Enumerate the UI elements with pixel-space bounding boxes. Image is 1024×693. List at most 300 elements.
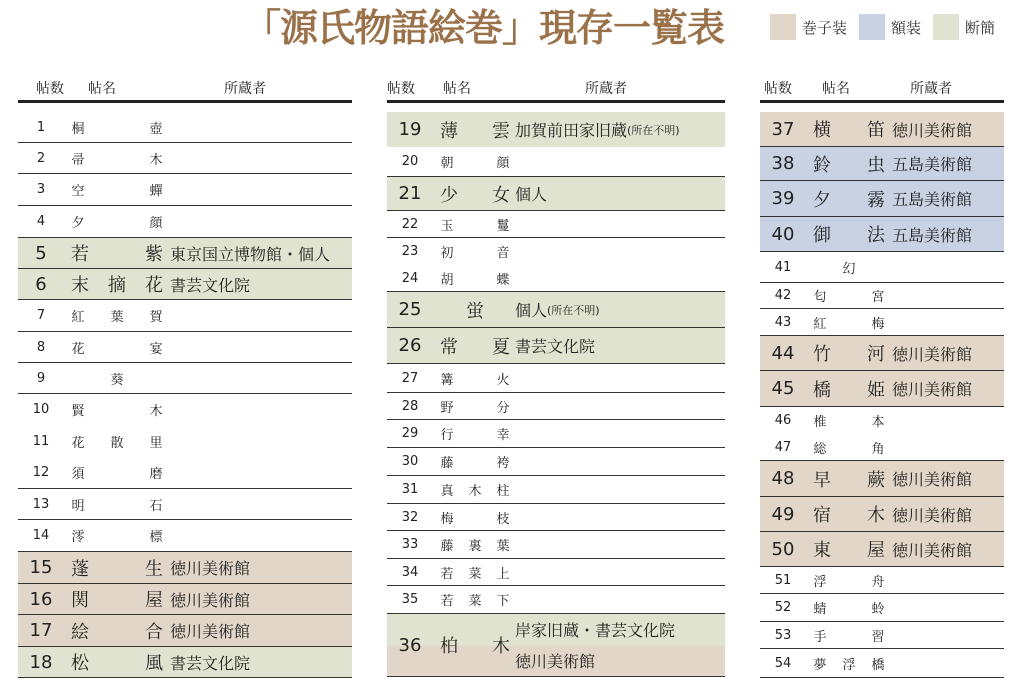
chapter-name <box>70 206 164 237</box>
chapter-name-char: 澪 <box>71 530 85 545</box>
owner <box>892 112 972 146</box>
chapter-name-char: 女 <box>492 184 510 206</box>
chapter-name <box>439 614 511 676</box>
table-row <box>18 584 352 615</box>
chapter-number: 30 <box>401 454 419 469</box>
chapter-name <box>70 363 164 393</box>
chapter-name <box>812 567 886 593</box>
header-rule <box>387 100 725 103</box>
owner-name: 五島美術館 <box>892 155 973 174</box>
chapter-name-char: 蓬 <box>71 558 89 580</box>
header-name: 帖名 <box>88 81 116 97</box>
table-row <box>760 217 1004 252</box>
chapter-number: 44 <box>771 342 795 364</box>
chapter-number: 14 <box>32 528 50 543</box>
chapter-name <box>70 552 164 583</box>
chapter-name <box>70 457 164 488</box>
chapter-name-char: 横 <box>813 120 831 141</box>
owner-name: 徳川美術館 <box>892 380 973 399</box>
table-row <box>760 181 1004 217</box>
chapter-name-char: 夕 <box>71 216 85 231</box>
chapter-name-char: 顔 <box>496 156 510 171</box>
chapter-number: 19 <box>398 119 422 140</box>
chapter-name <box>812 461 886 496</box>
legend-swatch-fragment <box>933 14 959 40</box>
chapter-name-char: 木 <box>149 152 163 168</box>
chapter-number: 1 <box>36 120 46 135</box>
chapter-number: 12 <box>32 465 50 480</box>
chapter-number: 52 <box>774 600 792 615</box>
chapter-name <box>439 448 511 475</box>
owner-name: 個人 <box>515 185 548 204</box>
owner: 岸家旧蔵・書芸文化院 <box>515 621 676 641</box>
chapter-name-char: 石 <box>149 498 163 514</box>
chapter-name-char: 分 <box>496 400 510 416</box>
chapter-name-char: 真 <box>440 484 454 499</box>
chapter-name-char: 雲 <box>492 120 510 142</box>
table-row <box>387 504 725 531</box>
table-row <box>760 434 1004 461</box>
chapter-number: 51 <box>774 572 792 588</box>
legend-swatch-scroll <box>770 14 796 40</box>
owner <box>170 647 250 677</box>
table-row <box>18 143 352 174</box>
chapter-name-char: 竹 <box>813 344 831 365</box>
chapter-name <box>70 113 164 142</box>
table-row <box>760 622 1004 649</box>
chapter-name <box>812 181 886 216</box>
chapter-number: 16 <box>29 588 53 610</box>
owner-name: 徳川美術館 <box>170 590 251 610</box>
chapter-name-char: 東 <box>813 540 831 561</box>
chapter-name-char: 花 <box>71 341 85 357</box>
chapter-number: 36 <box>398 634 422 656</box>
chapter-number: 10 <box>32 402 50 417</box>
chapter-name-char: 浮 <box>842 657 856 673</box>
owner-secondary: 徳川美術館 <box>515 652 596 672</box>
table-row <box>760 309 1004 336</box>
chapter-name-char: 柱 <box>496 484 510 499</box>
chapter-name-char: 蝶 <box>496 272 510 288</box>
chapter-name-char: 摘 <box>108 275 126 296</box>
chapter-name-char: 鬘 <box>496 218 510 234</box>
table-row <box>18 425 352 457</box>
header-num: 帖数 <box>764 81 792 97</box>
chapter-name-char: 桐 <box>71 122 85 137</box>
table-row <box>760 283 1004 309</box>
chapter-name <box>439 328 511 363</box>
chapter-name-char: 舟 <box>871 574 885 590</box>
chapter-name-char: 賀 <box>149 310 163 325</box>
chapter-number: 5 <box>35 242 47 264</box>
chapter-name-char: 朝 <box>440 156 454 171</box>
chapter-number: 3 <box>36 182 46 197</box>
chapter-number: 7 <box>36 308 46 323</box>
chapter-name <box>439 177 511 210</box>
chapter-number: 11 <box>32 433 50 449</box>
chapter-name <box>439 238 511 265</box>
chapter-name-char: 紅 <box>71 310 85 325</box>
chapter-number: 6 <box>35 273 47 295</box>
chapter-name-char: 花 <box>145 275 163 296</box>
legend-label: 断簡 <box>965 18 996 37</box>
chapter-name-char: 生 <box>145 558 163 580</box>
chapter-name-char: 玉 <box>440 218 454 234</box>
owner-name: 書芸文化院 <box>170 653 251 673</box>
chapter-name <box>70 394 164 425</box>
table-row <box>760 407 1004 434</box>
chapter-name-char: 下 <box>496 594 510 609</box>
chapter-name-char: 椎 <box>813 415 827 430</box>
chapter-number: 38 <box>771 153 795 174</box>
chapter-name-char: 姫 <box>867 379 885 401</box>
chapter-name-char: 絵 <box>71 621 89 643</box>
chapter-name-char: 鈴 <box>813 154 831 176</box>
chapter-name-char: 夏 <box>492 336 510 358</box>
chapter-name-char: 本 <box>871 415 885 430</box>
chapter-name <box>439 292 511 327</box>
table-row <box>18 363 352 394</box>
chapter-number: 47 <box>774 439 792 455</box>
table-row <box>387 211 725 238</box>
table-row <box>387 292 725 328</box>
owner <box>170 269 250 299</box>
chapter-number: 8 <box>36 339 46 355</box>
table-row <box>760 336 1004 371</box>
chapter-name-char: 法 <box>867 225 885 246</box>
chapter-name <box>70 238 164 268</box>
chapter-number: 26 <box>398 335 422 356</box>
chapter-name <box>70 584 164 614</box>
owner <box>170 552 250 583</box>
chapter-name-char: 橋 <box>871 657 885 673</box>
table-row <box>18 174 352 206</box>
chapter-number: 23 <box>401 244 419 259</box>
chapter-name <box>439 211 511 237</box>
chapter-name-char: 習 <box>871 629 885 645</box>
table-row <box>387 559 725 586</box>
chapter-name-char: 角 <box>871 441 885 457</box>
chapter-name-char: 蛍 <box>466 300 484 322</box>
chapter-name-char: 木 <box>867 505 885 526</box>
table-row <box>760 461 1004 497</box>
chapter-number: 49 <box>771 503 795 525</box>
chapter-name-char: 風 <box>145 653 163 674</box>
chapter-name-char: 末 <box>71 275 89 296</box>
owner-note: (所在不明) <box>547 303 600 317</box>
table-row <box>387 531 725 559</box>
chapter-name-char: 幸 <box>496 428 510 443</box>
chapter-name-char: 薄 <box>440 120 458 142</box>
table-row <box>387 177 725 211</box>
chapter-name-char: 蜻 <box>813 602 827 617</box>
chapter-name <box>439 393 511 419</box>
chapter-number: 9 <box>36 370 46 386</box>
chapter-name-char: 手 <box>813 629 827 645</box>
chapter-name-char: 夕 <box>813 189 831 211</box>
chapter-name <box>439 112 511 147</box>
chapter-name <box>439 420 511 447</box>
table-row <box>18 206 352 238</box>
owner <box>892 461 972 496</box>
owner <box>892 181 972 216</box>
chapter-name-char: 袴 <box>496 456 510 471</box>
owner-name: 書芸文化院 <box>515 337 596 356</box>
chapter-number: 15 <box>29 557 53 578</box>
chapter-name <box>812 407 886 434</box>
owner-name: 東京国立博物館・個人 <box>170 244 331 264</box>
legend-label: 巻子装 <box>802 18 848 37</box>
chapter-number: 45 <box>771 378 795 399</box>
chapter-name-char: 若 <box>440 566 454 582</box>
chapter-number: 28 <box>401 398 419 414</box>
chapter-name <box>812 283 886 308</box>
owner-name: 徳川美術館 <box>892 505 973 525</box>
chapter-number: 27 <box>401 370 419 386</box>
table-row <box>387 614 725 677</box>
table-row <box>387 112 725 147</box>
chapter-name <box>70 647 164 677</box>
owner <box>892 147 972 180</box>
chapter-name-char: 菜 <box>468 594 482 609</box>
table-row <box>387 393 725 420</box>
table-row <box>760 594 1004 622</box>
chapter-name <box>70 425 164 457</box>
chapter-name <box>70 520 164 551</box>
legend-item-framed <box>859 14 921 40</box>
chapter-name-char: 少 <box>440 184 458 206</box>
header-name: 帖名 <box>822 81 850 97</box>
chapter-name-char: 宴 <box>149 341 163 357</box>
chapter-number: 35 <box>401 592 419 607</box>
table-row <box>18 332 352 363</box>
table-row <box>387 448 725 476</box>
chapter-name-char: 行 <box>440 428 454 443</box>
chapter-name-char: 若 <box>71 244 89 265</box>
chapter-name-char: 散 <box>110 435 124 451</box>
chapter-name-char: 河 <box>867 344 885 365</box>
chapter-name-char: 浮 <box>813 574 827 590</box>
chapter-name-char: 上 <box>496 566 510 582</box>
owner-name: 徳川美術館 <box>170 622 251 641</box>
header-name: 帖名 <box>443 81 471 97</box>
chapter-name-char: 篝 <box>440 372 454 388</box>
header-owner: 所蔵者 <box>224 81 266 97</box>
table-row <box>760 147 1004 181</box>
chapter-name <box>812 112 886 146</box>
chapter-number: 33 <box>401 537 419 552</box>
chapter-name-char: 顔 <box>149 216 163 231</box>
legend-swatch-framed <box>859 14 885 40</box>
chapter-name-char: 柏 <box>440 636 458 657</box>
legend-item-scroll <box>770 14 847 40</box>
chapter-number: 37 <box>771 118 795 140</box>
owner <box>892 371 972 406</box>
table-row <box>18 269 352 300</box>
chapter-name-char: 虫 <box>867 154 885 176</box>
owner <box>892 336 972 370</box>
chapter-name-char: 関 <box>71 590 89 611</box>
table-row <box>760 567 1004 594</box>
header-owner: 所蔵者 <box>910 81 952 97</box>
owner-name: 徳川美術館 <box>170 559 251 578</box>
chapter-name-char: 里 <box>149 435 163 451</box>
table-row <box>387 238 725 265</box>
chapter-name-char: 宮 <box>871 290 885 305</box>
table-row <box>760 112 1004 147</box>
chapter-name <box>439 531 511 558</box>
chapter-name-char: 梅 <box>871 316 885 332</box>
chapter-name <box>812 649 886 677</box>
table-row <box>18 552 352 584</box>
chapter-name <box>439 586 511 613</box>
chapter-name <box>812 217 886 251</box>
owner-name: 徳川美術館 <box>892 344 973 364</box>
chapter-number: 31 <box>401 482 419 497</box>
chapter-name <box>439 147 511 176</box>
chapter-name-char: 野 <box>440 400 454 416</box>
chapter-name-char: 紫 <box>145 244 163 265</box>
chapter-number: 50 <box>771 538 795 560</box>
chapter-name-char: 火 <box>496 372 510 388</box>
owner-name: 書芸文化院 <box>170 275 251 295</box>
table-row <box>18 238 352 269</box>
chapter-name <box>812 147 886 180</box>
chapter-name-char: 常 <box>440 336 458 358</box>
table-row <box>387 476 725 504</box>
chapter-name-char: 若 <box>440 594 454 609</box>
chapter-number: 22 <box>401 216 419 232</box>
owner <box>515 177 547 210</box>
chapter-name <box>812 622 886 648</box>
legend-label: 額装 <box>891 18 922 37</box>
table-row <box>760 497 1004 532</box>
chapter-number: 18 <box>29 651 53 673</box>
table-row <box>387 265 725 292</box>
chapter-name-char: 明 <box>71 498 85 514</box>
owner-name: 徳川美術館 <box>892 120 973 140</box>
table-row <box>760 649 1004 678</box>
chapter-number: 24 <box>401 270 419 286</box>
chapter-name <box>70 300 164 331</box>
chapter-name <box>812 497 886 531</box>
chapter-name <box>812 309 886 335</box>
chapter-name-char: 松 <box>71 653 89 674</box>
owner-name: 五島美術館 <box>892 190 973 209</box>
owner-name: 五島美術館 <box>892 225 973 245</box>
chapter-name-char: 木 <box>149 404 163 419</box>
owner-note: (所在不明) <box>627 123 680 137</box>
chapter-name-char: 木 <box>492 636 510 657</box>
chapter-name <box>812 434 886 460</box>
chapter-name-char: 蛉 <box>871 602 885 617</box>
chapter-name-char: 葉 <box>496 539 510 554</box>
chapter-name-char: 橋 <box>813 379 831 401</box>
chapter-name-char: 屋 <box>145 590 163 611</box>
table-row <box>387 420 725 448</box>
chapter-name-char: 早 <box>813 469 831 491</box>
chapter-number: 43 <box>774 314 792 330</box>
owner <box>892 532 972 566</box>
chapter-name-char: 宿 <box>813 505 831 526</box>
chapter-name-char: 帚 <box>71 152 85 168</box>
table-row <box>18 394 352 425</box>
chapter-name-char: 枝 <box>496 511 510 527</box>
header-owner: 所蔵者 <box>585 81 627 97</box>
chapter-name-char: 壺 <box>149 122 163 137</box>
owner <box>892 217 972 251</box>
table-row <box>18 489 352 520</box>
chapter-name <box>70 269 164 299</box>
chapter-name <box>70 615 164 646</box>
owner-name: 加賀前田家旧蔵 <box>515 121 628 140</box>
table-row <box>387 364 725 393</box>
chapter-name-char: 霧 <box>867 189 885 211</box>
chapter-number: 2 <box>36 150 46 166</box>
chapter-name <box>439 476 511 503</box>
owner <box>515 328 595 363</box>
chapter-number: 48 <box>771 468 795 489</box>
chapter-name <box>812 594 886 621</box>
chapter-number: 40 <box>771 223 795 245</box>
chapter-number: 13 <box>32 496 50 512</box>
chapter-name-char: 標 <box>149 530 163 545</box>
chapter-name <box>439 504 511 530</box>
chapter-name-char: 裏 <box>468 539 482 554</box>
owner <box>170 584 250 614</box>
owner <box>515 292 600 327</box>
chapter-number: 39 <box>771 188 795 209</box>
chapter-name-char: 菜 <box>468 566 482 582</box>
header-rule <box>18 100 352 103</box>
chapter-name-char: 蕨 <box>867 469 885 491</box>
chapter-name-char: 紅 <box>813 316 827 332</box>
owner <box>170 615 250 646</box>
page-title: 「源氏物語絵巻」現存一覧表 <box>243 5 725 50</box>
chapter-name-char: 幻 <box>842 261 856 277</box>
chapter-name-char: 花 <box>71 435 85 451</box>
table-row <box>760 252 1004 283</box>
chapter-name-char: 須 <box>71 467 85 482</box>
header-num: 帖数 <box>36 81 64 97</box>
table-row <box>18 615 352 647</box>
legend-item-fragment <box>933 14 995 40</box>
chapter-name-char: 磨 <box>149 467 163 482</box>
owner <box>892 497 972 531</box>
chapter-name <box>812 371 886 406</box>
chapter-number: 21 <box>398 183 422 204</box>
table-row <box>18 647 352 678</box>
chapter-number: 54 <box>774 655 792 671</box>
table-row <box>18 300 352 332</box>
chapter-name-char: 初 <box>440 246 454 261</box>
owner-name: 徳川美術館 <box>892 470 973 489</box>
chapter-name-char: 御 <box>813 225 831 246</box>
chapter-number: 53 <box>774 627 792 643</box>
owner-name: 個人 <box>515 301 548 320</box>
header-num: 帖数 <box>387 81 415 97</box>
chapter-number: 4 <box>36 214 46 229</box>
chapter-name-char: 合 <box>145 621 163 643</box>
chapter-name <box>439 265 511 291</box>
chapter-name <box>812 336 886 370</box>
chapter-name-char: 総 <box>813 441 827 457</box>
chapter-number: 41 <box>774 259 792 275</box>
header-rule <box>760 100 1004 103</box>
chapter-name <box>70 332 164 362</box>
chapter-name <box>812 532 886 566</box>
table-row <box>760 371 1004 407</box>
